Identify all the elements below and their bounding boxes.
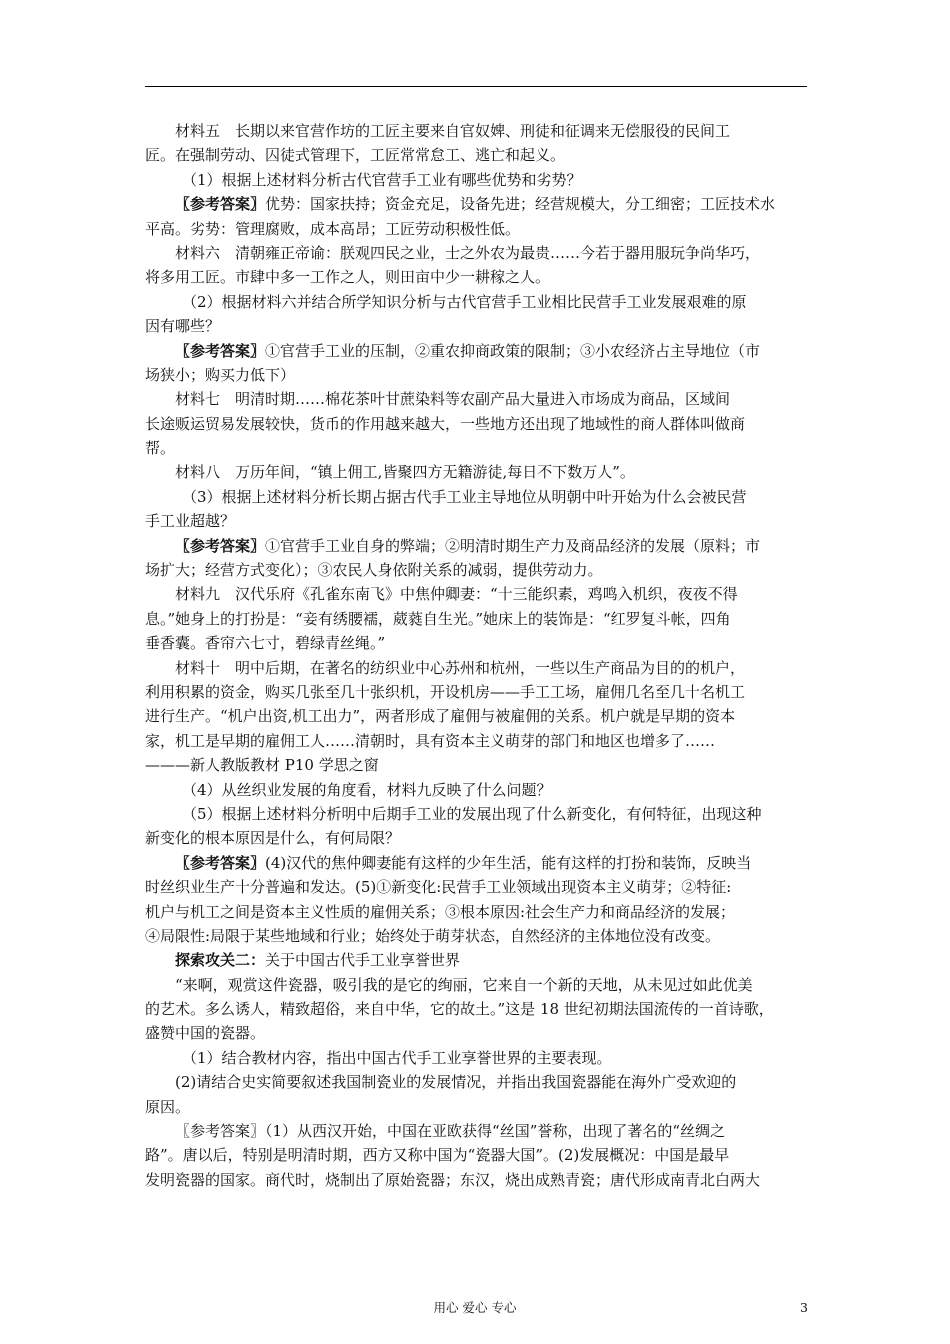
line-text: 盛赞中国的瓷器。 [145,1024,266,1043]
text-line [145,485,807,509]
text-line [145,948,807,972]
text-line [145,826,807,850]
text-line [145,460,807,484]
text-line [145,997,807,1021]
text-line [145,143,807,167]
text-line [145,924,807,948]
line-text: ———新人教版教材 P10 学思之窗 [145,756,379,775]
bold-label: 〖参考答案〗 [175,341,266,360]
line-text: 利用积累的资金，购买几张至几十张织机，开设机房——手工工场，雇佣几名至几十名机工 [145,682,746,701]
text-line [145,631,807,655]
line-text: “来啊，观赏这件瓷器，吸引我的是它的绚丽，它来自一个新的天地，从未见过如此优美 [175,975,753,994]
text-line [145,339,807,363]
line-text: 关于中国古代手工业享誉世界 [265,951,461,970]
line-text: 垂香囊。香帘六七寸，碧绿青丝绳。” [145,634,386,653]
text-line [145,265,807,289]
line-text: 发明瓷器的国家。商代时，烧制出了原始瓷器；东汉，烧出成熟青瓷；唐代形成南青北白两大 [145,1170,761,1189]
text-line [145,753,807,777]
text-line [145,851,807,875]
line-text: （1）结合教材内容，指出中国古代手工业享誉世界的主要表现。 [182,1048,612,1067]
text-line [145,704,807,728]
text-line [145,1021,807,1045]
line-text: 材料六 清朝雍正帝谕：朕观四民之业，士之外农为最贵……今若于器用服玩争尚华巧， [175,243,761,262]
text-line [145,973,807,997]
line-text: 优势：国家扶持；资金充足，设备先进；经营规模大，分工细密；工匠技术水 [265,195,776,214]
header-rule [145,86,807,87]
text-line [145,314,807,338]
line-text: 材料九 汉代乐府《孔雀东南飞》中焦仲卿妻：“十三能织素，鸡鸣入机织，夜夜不得 [175,585,738,604]
text-line [145,363,807,387]
text-line [145,1070,807,1094]
text-line [145,1119,807,1143]
text-line [145,387,807,411]
line-text: ①官营手工业自身的弊端；②明清时期生产力及商品经济的发展（原料；市 [265,536,761,555]
text-line [145,290,807,314]
line-text: 长途贩运贸易发展较快，货币的作用越来越大，一些地方还出现了地域性的商人群体叫做商 [145,414,746,433]
text-line [145,1168,807,1192]
text-line [145,119,807,143]
line-text: ①官营手工业的压制，②重农抑商政策的限制；③小农经济占主导地位（市 [265,341,761,360]
line-text: （2）根据材料六并结合所学知识分析与古代官营手工业相比民营手工业发展艰难的原 [182,292,747,311]
text-line [145,1143,807,1167]
text-line [145,1095,807,1119]
line-text: (4)汉代的焦仲卿妻能有这样的少年生活，能有这样的打扮和装饰，反映当 [265,853,752,872]
line-text: 的艺术。多么诱人，精致超俗，来自中华，它的故土。”这是 18 世纪初期法国流传的一首诗歌， [145,1000,774,1019]
line-text: 进行生产。“机户出资,机工出力”，两者形成了雇佣与被雇佣的关系。机户就是早期的资本 [145,707,736,726]
text-line [145,778,807,802]
text-line [145,875,807,899]
text-line [145,436,807,460]
line-text: 机户与机工之间是资本主义性质的雇佣关系；③根本原因:社会生产力和商品经济的发展； [145,902,736,921]
line-text: 材料八 万历年间，“镇上佣工,皆聚四方无籍游徒,每日不下数万人”。 [175,463,635,482]
text-line [145,607,807,631]
line-text: ④局限性:局限于某些地域和行业；始终处于萌芽状态，自然经济的主体地位没有改变。 [145,926,721,945]
text-line [145,558,807,582]
line-text: 新变化的根本原因是什么，有何局限？ [145,829,401,848]
line-text: （5）根据上述材料分析明中后期手工业的发展出现了什么新变化，有何特征，出现这种 [182,804,762,823]
line-text: （3）根据上述材料分析长期占据古代手工业主导地位从明朝中叶开始为什么会被民营 [182,487,747,506]
document-body [145,119,807,1192]
line-text: 时丝织业生产十分普遍和发达。(5)①新变化:民营手工业领域出现资本主义萌芽；②特征: [145,878,732,897]
line-text: (2)请结合史实简要叙述我国制瓷业的发展情况，并指出我国瓷器能在海外广受欢迎的 [175,1073,737,1092]
line-text: 息。”她身上的打扮是：“妾有绣腰襦，葳蕤自生光。”她床上的装饰是：“红罗复斗帐，四角 [145,609,731,628]
page-number: 3 [800,1300,808,1315]
text-line [145,680,807,704]
text-line [145,729,807,753]
text-line [145,534,807,558]
line-text: 原因。 [145,1097,191,1116]
line-text: 〖参考答案〗（1）从西汉开始，中国在亚欧获得“丝国”誉称，出现了著名的“丝绸之 [175,1122,726,1141]
line-text: 材料五 长期以来官营作坊的工匠主要来自官奴婢、刑徒和征调来无偿服役的民间工 [175,122,731,140]
line-text: 因有哪些？ [145,317,221,336]
line-text: 材料七 明清时期……棉花茶叶甘蔗染料等农副产品大量进入市场成为商品，区域间 [175,390,731,409]
line-text: （1）根据上述材料分析古代官营手工业有哪些优势和劣势？ [182,170,582,189]
line-text: 帮。 [145,439,176,458]
line-text: 平高。劣势：管理腐败，成本高昂；工匠劳动积极性低。 [145,219,521,238]
bold-label: 探索攻关二： [175,951,266,970]
text-line [145,656,807,680]
text-line [145,412,807,436]
text-line [145,802,807,826]
text-line [145,582,807,606]
line-text: 家，机工是早期的雇佣工人……清朝时，具有资本主义萌芽的部门和地区也增多了…… [145,731,716,750]
line-text: 材料十 明中后期，在著名的纺织业中心苏州和杭州，一些以生产商品为目的的机户， [175,658,746,677]
bold-label: 〖参考答案〗 [175,195,266,214]
text-line [145,168,807,192]
text-line [145,509,807,533]
line-text: （4）从丝织业发展的角度看，材料九反映了什么问题？ [182,780,552,799]
text-line [145,900,807,924]
line-text: 匠。在强制劳动、囚徒式管理下，工匠常常怠工、逃亡和起义。 [145,146,566,165]
text-line [145,1046,807,1070]
line-text: 场扩大；经营方式变化）；③农民人身依附关系的减弱，提供劳动力。 [145,561,603,580]
line-text: 路”。唐以后，特别是明清时期，西方又称中国为“瓷器大国”。(2)发展概况：中国是最早 [145,1146,730,1165]
text-line [145,241,807,265]
text-line [145,192,807,216]
line-text: 手工业超越？ [145,512,236,531]
bold-label: 〖参考答案〗 [175,536,266,555]
line-text: 将多用工匠。市肆中多一工作之人，则田亩中少一耕稼之人。 [145,268,551,287]
footer-text: 用心 爱心 专心 [433,1300,517,1315]
text-line [145,217,807,241]
bold-label: 〖参考答案〗 [175,853,266,872]
line-text: 场狭小；购买力低下） [145,365,296,384]
